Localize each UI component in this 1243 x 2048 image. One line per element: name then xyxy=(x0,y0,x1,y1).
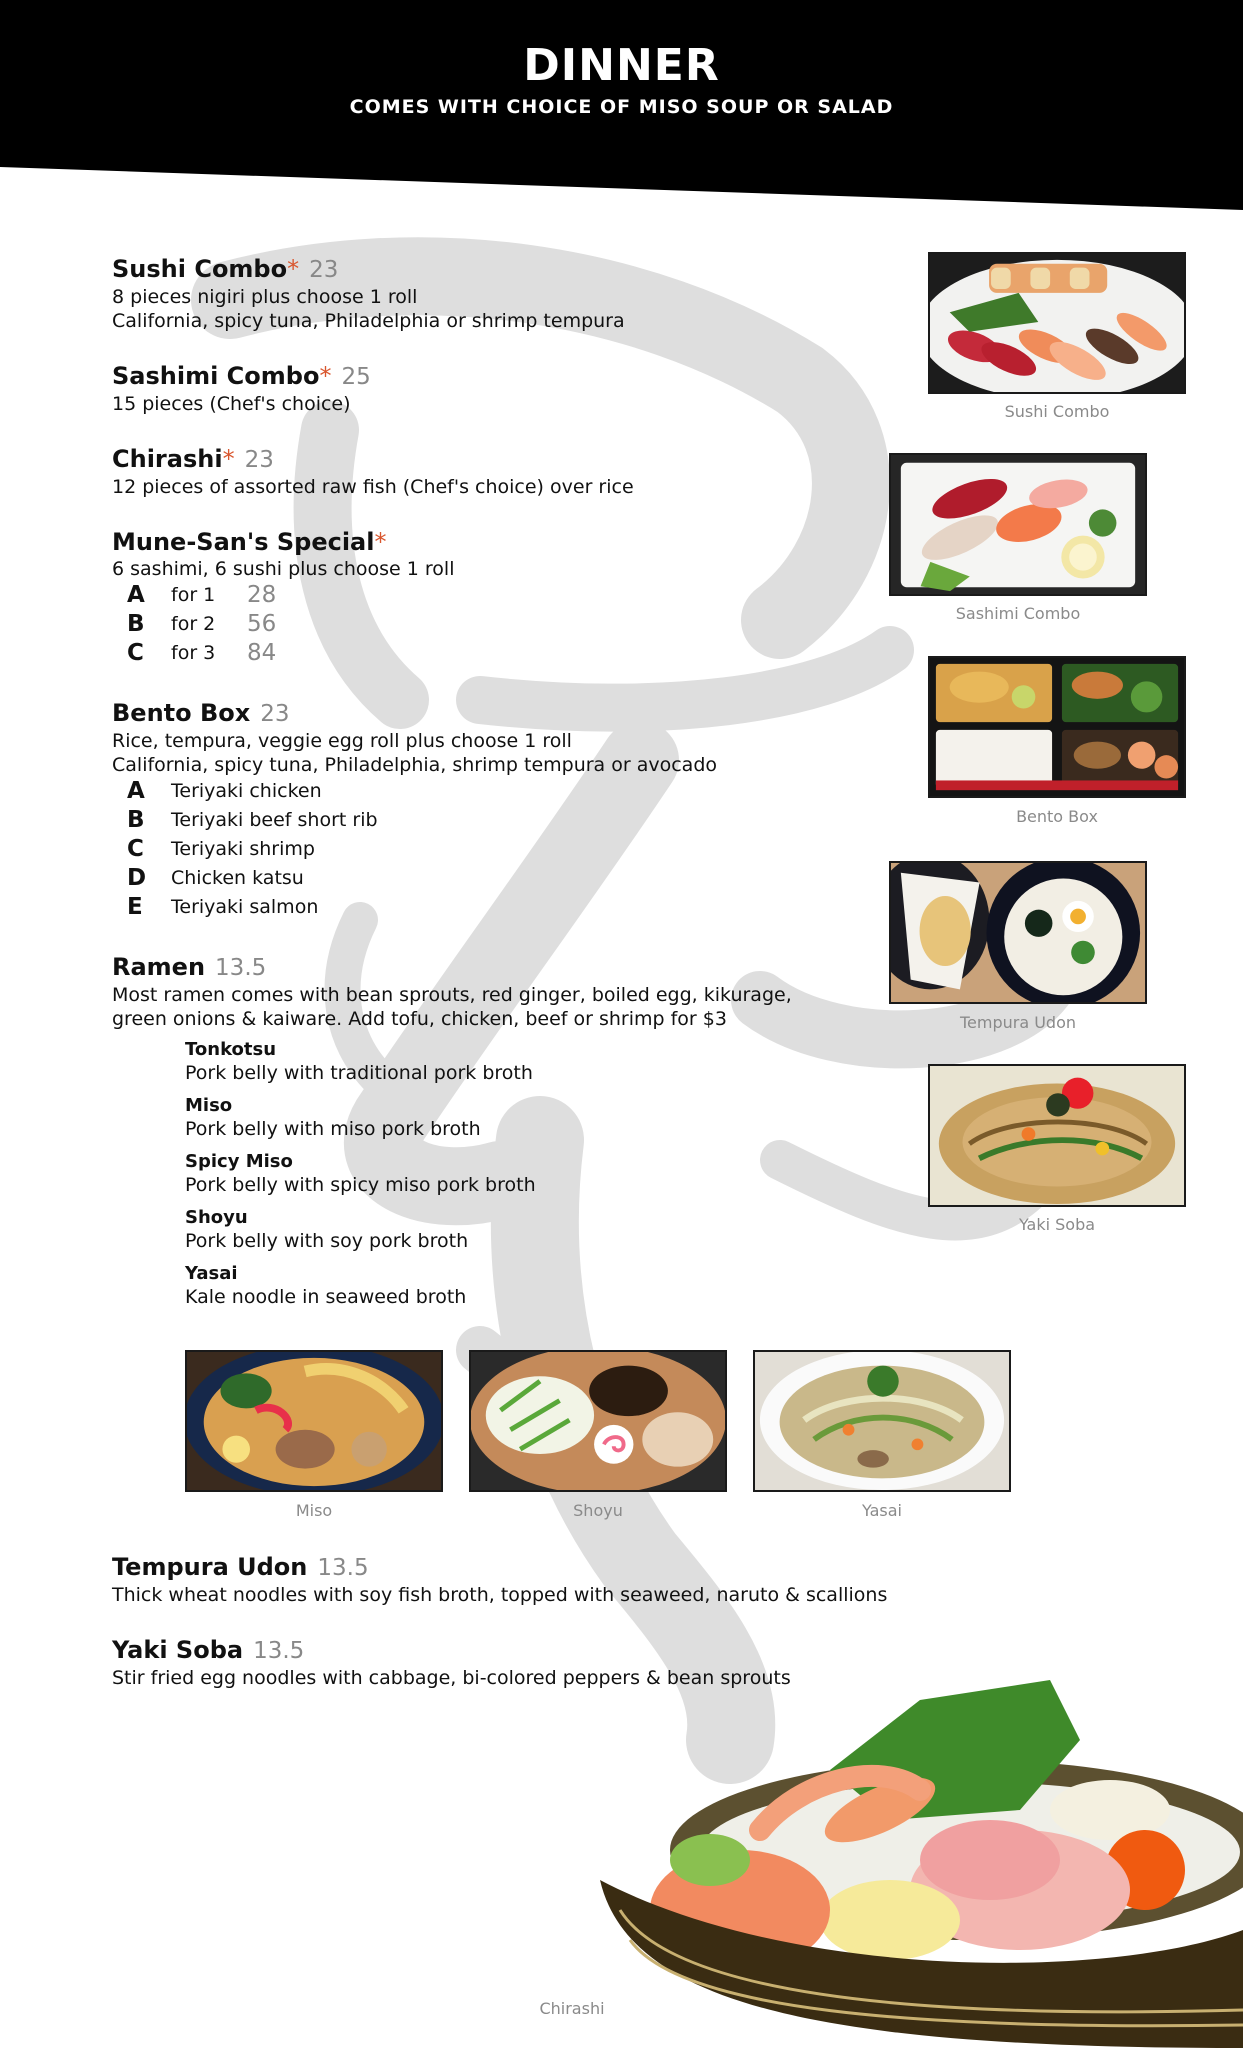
item-title: Sashimi Combo* 25 xyxy=(112,362,371,390)
option-letter: B xyxy=(127,807,145,833)
option-row xyxy=(112,581,454,610)
item-description: Thick wheat noodles with soy fish broth, topped with seaweed, naruto & scallions xyxy=(112,1584,888,1606)
ramen-type-name: Tonkotsu xyxy=(185,1039,277,1060)
photo-yasai-ramen xyxy=(753,1350,1011,1492)
option-letter: D xyxy=(127,865,147,891)
option-row xyxy=(112,864,717,893)
photo-caption: Shoyu xyxy=(573,1501,623,1520)
option-price: 56 xyxy=(247,611,277,637)
item-price: 13.5 xyxy=(215,955,267,981)
item-description: 8 pieces nigiri plus choose 1 roll xyxy=(112,286,418,308)
menu-item-ramen xyxy=(112,952,792,1031)
item-title: Ramen 13.5 xyxy=(112,953,267,981)
ramen-type-name: Miso xyxy=(185,1095,233,1116)
asterisk-mark: * xyxy=(222,445,235,473)
menu-item-chirashi xyxy=(112,444,634,499)
ramen-type xyxy=(185,1094,536,1141)
ramen-type-name: Yasai xyxy=(185,1263,238,1284)
menu-subtitle: COMES WITH CHOICE OF MISO SOUP OR SALAD xyxy=(349,96,894,118)
ramen-type-name: Shoyu xyxy=(185,1207,248,1228)
photo-sashimi-combo xyxy=(889,453,1147,596)
option-row xyxy=(112,806,717,835)
item-description: 15 pieces (Chef's choice) xyxy=(112,393,351,415)
photo-caption: Bento Box xyxy=(1016,807,1098,826)
item-description: Stir fried egg noodles with cabbage, bi-colored peppers & bean sprouts xyxy=(112,1667,791,1689)
option-letter: B xyxy=(127,611,145,637)
option-price: 28 xyxy=(247,582,277,608)
item-description: Rice, tempura, veggie egg roll plus choose 1 roll xyxy=(112,730,572,752)
ramen-type xyxy=(185,1150,536,1197)
menu-item-sashimi-combo xyxy=(112,361,371,416)
ramen-type xyxy=(185,1038,536,1085)
item-price: 13.5 xyxy=(253,1638,305,1664)
item-description: green onions & kaiware. Add tofu, chicken, beef or shrimp for $3 xyxy=(112,1008,727,1030)
item-description: California, spicy tuna, Philadelphia, shrimp tempura or avocado xyxy=(112,754,718,776)
photo-yaki-soba xyxy=(928,1064,1186,1207)
option-text: Teriyaki beef short rib xyxy=(171,809,378,831)
option-letter: A xyxy=(127,778,145,804)
item-price: 13.5 xyxy=(317,1555,369,1581)
ramen-type xyxy=(185,1206,536,1253)
photo-sushi-combo xyxy=(928,252,1186,394)
photo-shoyu-ramen xyxy=(469,1350,727,1492)
item-title: Yaki Soba 13.5 xyxy=(112,1636,305,1664)
option-row xyxy=(112,777,717,806)
photo-caption: Sushi Combo xyxy=(1004,402,1110,421)
photo-caption: Yaki Soba xyxy=(1018,1215,1096,1234)
asterisk-mark: * xyxy=(287,255,300,283)
option-row xyxy=(112,639,454,668)
photo-caption: Tempura Udon xyxy=(959,1013,1077,1032)
photo-bento-box xyxy=(928,656,1186,798)
photo-tempura-udon xyxy=(889,861,1147,1004)
item-title: Mune-San's Special* xyxy=(112,528,387,556)
option-row xyxy=(112,893,717,922)
item-price: 25 xyxy=(341,364,371,390)
photo-miso-ramen xyxy=(185,1350,443,1492)
ramen-types-list xyxy=(185,1038,536,1318)
option-text: Teriyaki shrimp xyxy=(171,838,315,860)
item-price: 23 xyxy=(244,447,274,473)
option-letter: E xyxy=(127,894,143,920)
asterisk-mark: * xyxy=(374,528,387,556)
item-price: 23 xyxy=(309,257,339,283)
menu-item-sushi-combo xyxy=(112,254,625,333)
menu-title: DINNER xyxy=(523,40,720,91)
option-letter: A xyxy=(127,582,145,608)
option-text: for 3 xyxy=(171,642,216,664)
menu-item-tempura-udon xyxy=(112,1552,887,1607)
option-price: 84 xyxy=(247,640,277,666)
photo-caption: Yasai xyxy=(862,1501,902,1520)
item-price: 23 xyxy=(260,701,290,727)
photo-caption: Miso xyxy=(295,1501,333,1520)
option-letter: C xyxy=(127,836,144,862)
ramen-type-description: Pork belly with soy pork broth xyxy=(185,1230,469,1252)
option-text: for 2 xyxy=(171,613,216,635)
option-row xyxy=(112,610,454,639)
option-text: Chicken katsu xyxy=(171,867,304,889)
menu-item-bento-box xyxy=(112,698,717,922)
ramen-type-description: Kale noodle in seaweed broth xyxy=(185,1286,467,1308)
ramen-type-description: Pork belly with spicy miso pork broth xyxy=(185,1174,536,1196)
item-title: Tempura Udon 13.5 xyxy=(112,1553,369,1581)
item-title: Sushi Combo* 23 xyxy=(112,255,339,283)
asterisk-mark: * xyxy=(319,362,332,390)
option-text: Teriyaki salmon xyxy=(171,896,319,918)
item-title: Chirashi* 23 xyxy=(112,445,274,473)
option-text: Teriyaki chicken xyxy=(171,780,322,802)
ramen-type xyxy=(185,1262,536,1309)
item-description: 6 sashimi, 6 sushi plus choose 1 roll xyxy=(112,558,455,580)
item-description: 12 pieces of assorted raw fish (Chef's choice) over rice xyxy=(112,476,634,498)
ramen-type-description: Pork belly with traditional pork broth xyxy=(185,1062,533,1084)
photo-caption: Chirashi xyxy=(539,1999,605,2018)
option-text: for 1 xyxy=(171,584,216,606)
menu-item-mune-san-special xyxy=(112,527,454,668)
ramen-type-description: Pork belly with miso pork broth xyxy=(185,1118,481,1140)
item-title: Bento Box 23 xyxy=(112,699,290,727)
option-row xyxy=(112,835,717,864)
option-letter: C xyxy=(127,640,144,666)
item-description: California, spicy tuna, Philadelphia or shrimp tempura xyxy=(112,310,625,332)
photo-caption: Sashimi Combo xyxy=(955,604,1081,623)
item-description: Most ramen comes with bean sprouts, red ginger, boiled egg, kikurage, xyxy=(112,984,792,1006)
photo-chirashi-bowl xyxy=(590,1680,1243,2048)
ramen-type-name: Spicy Miso xyxy=(185,1151,293,1172)
